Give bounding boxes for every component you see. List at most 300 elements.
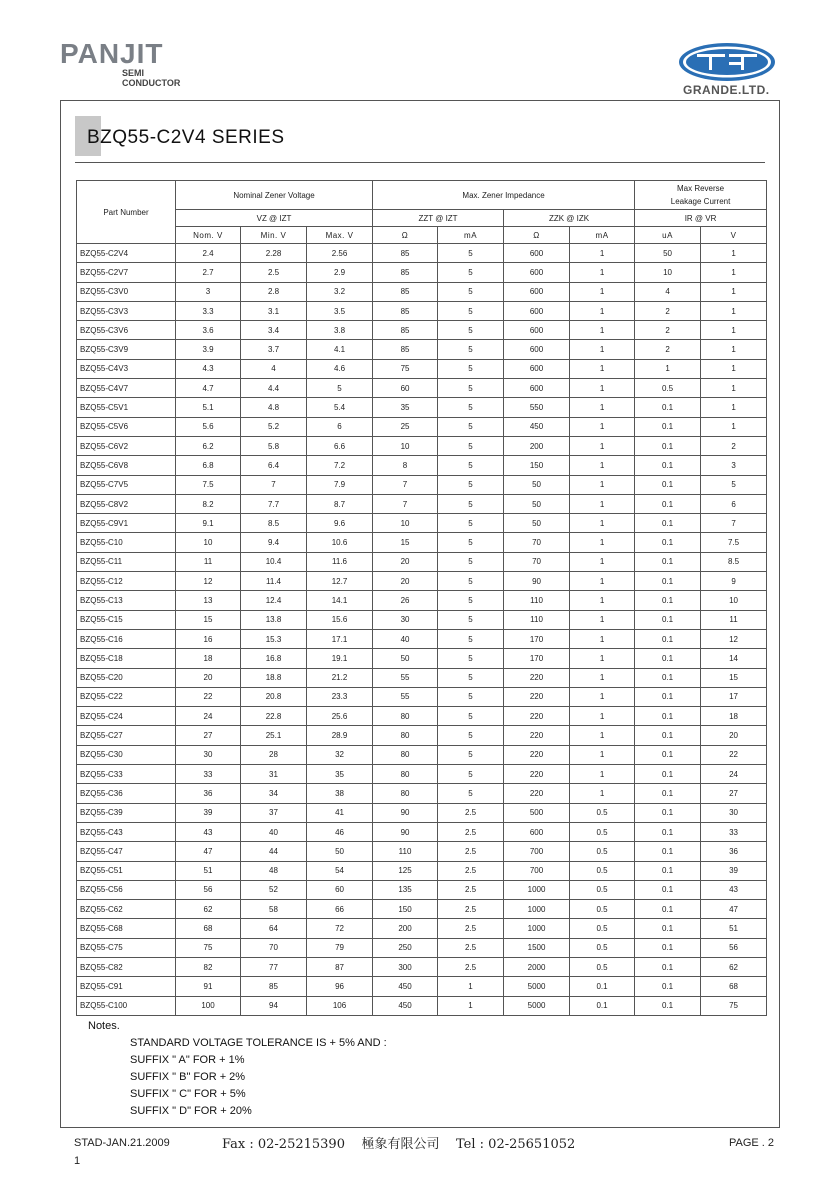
table-cell: 2.28 [241,244,307,263]
table-cell: 12 [176,572,241,591]
unit-header: V [701,227,767,244]
part-number-cell: BZQ55-C24 [77,707,176,726]
table-cell: 44 [241,842,307,861]
table-row [77,398,767,417]
table-cell: 1 [570,610,635,629]
table-row [77,436,767,455]
table-cell: 50 [635,244,701,263]
table-cell: 8.7 [307,494,373,513]
table-cell: 4.4 [241,379,307,398]
table-cell: 0.1 [635,668,701,687]
header-max-zener-impedance: Max. Zener Impedance [373,181,635,210]
brand-sub-conductor: CONDUCTOR [122,78,181,88]
table-cell: 79 [307,938,373,957]
part-number-cell: BZQ55-C11 [77,552,176,571]
table-cell: 10.4 [241,552,307,571]
table-row [77,610,767,629]
table-cell: 5 [438,244,504,263]
table-cell: 70 [241,938,307,957]
table-cell: 36 [176,784,241,803]
table-cell: 25 [373,417,438,436]
table-cell: 85 [373,340,438,359]
table-cell: 200 [373,919,438,938]
table-cell: 0.5 [570,803,635,822]
table-cell: 1 [701,301,767,320]
spec-table [76,180,767,1016]
table-cell: 16 [176,629,241,648]
table-cell: 80 [373,765,438,784]
table-cell: 2.9 [307,263,373,282]
table-row [77,842,767,861]
table-cell: 0.1 [635,745,701,764]
table-row [77,379,767,398]
table-cell: 4 [635,282,701,301]
part-number-cell: BZQ55-C4V3 [77,359,176,378]
table-cell: 3.7 [241,340,307,359]
table-row [77,263,767,282]
table-cell: 96 [307,977,373,996]
table-cell: 3.9 [176,340,241,359]
table-cell: 0.5 [570,957,635,976]
table-row [77,861,767,880]
part-number-cell: BZQ55-C39 [77,803,176,822]
table-cell: 220 [504,707,570,726]
table-row [77,938,767,957]
table-cell: 10 [373,436,438,455]
company-name: GRANDE.LTD. [683,83,770,97]
table-cell: 0.1 [635,572,701,591]
table-cell: 7 [701,514,767,533]
table-cell: 0.1 [635,822,701,841]
table-cell: 10 [701,591,767,610]
table-cell: 15 [701,668,767,687]
table-cell: 15.6 [307,610,373,629]
table-cell: 3.3 [176,301,241,320]
table-cell: 1 [570,745,635,764]
table-cell: 1 [570,707,635,726]
table-cell: 3.8 [307,321,373,340]
table-cell: 0.1 [635,610,701,629]
table-cell: 1 [570,282,635,301]
table-cell: 43 [701,880,767,899]
table-cell: 20 [373,552,438,571]
table-cell: 2.5 [241,263,307,282]
table-cell: 3.6 [176,321,241,340]
table-cell: 70 [504,533,570,552]
table-row [77,359,767,378]
table-row [77,784,767,803]
part-number-cell: BZQ55-C7V5 [77,475,176,494]
table-cell: 0.5 [635,379,701,398]
table-cell: 1 [701,263,767,282]
table-cell: 220 [504,745,570,764]
table-cell: 1 [570,649,635,668]
table-cell: 10 [373,514,438,533]
table-row [77,822,767,841]
part-number-cell: BZQ55-C20 [77,668,176,687]
table-cell: 62 [176,900,241,919]
table-cell: 0.1 [635,765,701,784]
part-number-cell: BZQ55-C6V8 [77,456,176,475]
table-cell: 38 [307,784,373,803]
table-cell: 5 [438,707,504,726]
table-row [77,668,767,687]
table-cell: 10 [176,533,241,552]
table-cell: 0.1 [635,861,701,880]
part-number-cell: BZQ55-C100 [77,996,176,1015]
table-cell: 4.3 [176,359,241,378]
table-cell: 3.2 [307,282,373,301]
table-cell: 220 [504,765,570,784]
table-cell: 30 [176,745,241,764]
table-cell: 5 [307,379,373,398]
table-cell: 0.1 [635,494,701,513]
table-row [77,977,767,996]
table-cell: 3.4 [241,321,307,340]
table-cell: 0.1 [570,977,635,996]
table-cell: 170 [504,629,570,648]
table-cell: 220 [504,687,570,706]
table-cell: 0.1 [635,900,701,919]
table-cell: 5 [438,533,504,552]
table-row [77,282,767,301]
header-max-reverse [635,181,767,210]
table-cell: 0.5 [570,919,635,938]
table-cell: 1 [701,398,767,417]
table-cell: 85 [373,282,438,301]
table-cell: 600 [504,359,570,378]
table-row [77,321,767,340]
table-cell: 0.5 [570,822,635,841]
table-cell: 7 [373,494,438,513]
table-row [77,687,767,706]
unit-header: Nom. V [176,227,241,244]
table-row [77,919,767,938]
table-row [77,340,767,359]
table-cell: 1000 [504,900,570,919]
table-cell: 68 [701,977,767,996]
table-row [77,900,767,919]
table-cell: 170 [504,649,570,668]
table-cell: 43 [176,822,241,841]
table-cell: 1 [701,321,767,340]
table-cell: 2 [635,321,701,340]
table-row [77,301,767,320]
table-cell: 5 [438,552,504,571]
table-cell: 7.5 [176,475,241,494]
panjit-logo [60,38,190,90]
table-cell: 1 [701,340,767,359]
table-cell: 2 [635,340,701,359]
table-cell: 0.1 [635,726,701,745]
table-cell: 1 [635,359,701,378]
table-cell: 150 [504,456,570,475]
table-cell: 13 [176,591,241,610]
table-cell: 5 [438,282,504,301]
table-cell: 36 [701,842,767,861]
table-cell: 25.1 [241,726,307,745]
table-cell: 12.7 [307,572,373,591]
table-cell: 5 [438,610,504,629]
table-cell: 32 [307,745,373,764]
table-cell: 600 [504,301,570,320]
table-cell: 39 [176,803,241,822]
table-cell: 1 [570,263,635,282]
table-cell: 70 [504,552,570,571]
table-cell: 85 [373,244,438,263]
table-cell: 1000 [504,880,570,899]
table-cell: 50 [307,842,373,861]
table-cell: 9.6 [307,514,373,533]
table-cell: 31 [241,765,307,784]
table-cell: 20 [701,726,767,745]
table-cell: 75 [373,359,438,378]
header-ir-vr: IR @ VR [635,210,767,227]
table-cell: 4.6 [307,359,373,378]
table-cell: 91 [176,977,241,996]
table-cell: 40 [373,629,438,648]
table-cell: 6.2 [176,436,241,455]
table-row [77,803,767,822]
table-cell: 51 [176,861,241,880]
table-cell: 0.5 [570,861,635,880]
table-cell: 13.8 [241,610,307,629]
table-cell: 30 [373,610,438,629]
table-cell: 600 [504,321,570,340]
table-cell: 1 [570,533,635,552]
table-cell: 0.1 [635,514,701,533]
table-cell: 8.5 [701,552,767,571]
table-cell: 600 [504,263,570,282]
table-cell: 5 [438,417,504,436]
table-cell: 22 [701,745,767,764]
table-cell: 52 [241,880,307,899]
table-cell: 56 [176,880,241,899]
part-number-cell: BZQ55-C5V1 [77,398,176,417]
table-cell: 0.5 [570,880,635,899]
table-cell: 300 [373,957,438,976]
table-cell: 220 [504,668,570,687]
table-cell: 80 [373,726,438,745]
table-cell: 0.5 [570,938,635,957]
table-cell: 41 [307,803,373,822]
table-cell: 35 [373,398,438,417]
table-cell: 550 [504,398,570,417]
table-cell: 12.4 [241,591,307,610]
table-cell: 39 [701,861,767,880]
table-cell: 7.2 [307,456,373,475]
brand-name [60,38,164,70]
table-cell: 1 [570,629,635,648]
part-number-cell: BZQ55-C6V2 [77,436,176,455]
table-cell: 0.1 [635,957,701,976]
table-cell: 2.5 [438,842,504,861]
part-number-cell: BZQ55-C3V6 [77,321,176,340]
table-cell: 1 [570,591,635,610]
note-line: SUFFIX " A" FOR + 1% [130,1054,245,1066]
part-number-cell: BZQ55-C62 [77,900,176,919]
table-cell: 5000 [504,977,570,996]
table-cell: 1 [570,552,635,571]
table-cell: 5 [438,321,504,340]
part-number-cell: BZQ55-C68 [77,919,176,938]
table-cell: 1 [570,765,635,784]
table-cell: 2.5 [438,938,504,957]
table-cell: 60 [307,880,373,899]
table-cell: 14 [701,649,767,668]
table-cell: 22 [176,687,241,706]
table-cell: 600 [504,282,570,301]
table-cell: 5 [438,456,504,475]
table-cell: 80 [373,784,438,803]
table-row [77,244,767,263]
table-row [77,514,767,533]
table-cell: 0.1 [635,436,701,455]
footer-page-number: 1 [74,1155,81,1167]
table-cell: 1 [570,417,635,436]
table-cell: 0.1 [635,649,701,668]
table-cell: 2.8 [241,282,307,301]
table-cell: 18 [176,649,241,668]
table-cell: 72 [307,919,373,938]
table-cell: 11.6 [307,552,373,571]
table-cell: 5 [438,765,504,784]
table-cell: 14.1 [307,591,373,610]
note-line: SUFFIX " B" FOR + 2% [130,1071,246,1083]
part-number-cell: BZQ55-C5V6 [77,417,176,436]
table-cell: 5 [438,494,504,513]
note-line: SUFFIX " D" FOR + 20% [130,1105,252,1117]
table-row [77,726,767,745]
table-cell: 1 [570,475,635,494]
table-cell: 35 [307,765,373,784]
part-number-cell: BZQ55-C3V0 [77,282,176,301]
part-number-cell: BZQ55-C47 [77,842,176,861]
table-cell: 80 [373,745,438,764]
unit-header: Ω [504,227,570,244]
table-cell: 75 [701,996,767,1015]
table-cell: 0.1 [635,552,701,571]
table-row [77,629,767,648]
table-cell: 51 [701,919,767,938]
table-cell: 10.6 [307,533,373,552]
table-cell: 0.1 [635,417,701,436]
table-cell: 8 [373,456,438,475]
table-cell: 5 [438,514,504,533]
table-cell: 1 [570,572,635,591]
table-cell: 5 [438,436,504,455]
spec-table-body [77,244,767,1016]
part-number-cell: BZQ55-C36 [77,784,176,803]
table-cell: 15.3 [241,629,307,648]
table-cell: 6 [701,494,767,513]
header-vz-iz: VZ @ IZT [176,210,373,227]
table-cell: 0.1 [635,880,701,899]
table-cell: 19.1 [307,649,373,668]
table-row [77,957,767,976]
notes-heading: Notes. [88,1020,120,1032]
table-cell: 0.5 [570,900,635,919]
part-number-cell: BZQ55-C56 [77,880,176,899]
table-row [77,533,767,552]
table-cell: 33 [701,822,767,841]
table-row [77,475,767,494]
title-divider [75,162,765,163]
brand-name-text: PANJIT [60,38,164,69]
table-cell: 11.4 [241,572,307,591]
table-cell: 5 [438,591,504,610]
table-cell: 62 [701,957,767,976]
table-cell: 450 [373,977,438,996]
table-cell: 8.5 [241,514,307,533]
table-cell: 3.5 [307,301,373,320]
table-cell: 1 [701,244,767,263]
table-cell: 1000 [504,919,570,938]
table-cell: 0.1 [635,842,701,861]
table-cell: 50 [504,494,570,513]
table-cell: 220 [504,784,570,803]
table-cell: 5.2 [241,417,307,436]
table-cell: 700 [504,861,570,880]
table-cell: 110 [373,842,438,861]
table-cell: 0.1 [635,456,701,475]
part-number-cell: BZQ55-C3V9 [77,340,176,359]
table-cell: 5 [438,340,504,359]
part-number-cell: BZQ55-C10 [77,533,176,552]
part-number-cell: BZQ55-C18 [77,649,176,668]
table-cell: 11 [701,610,767,629]
part-number-cell: BZQ55-C91 [77,977,176,996]
header-max-reverse-line2: Leakage Current [670,197,731,206]
table-row [77,572,767,591]
table-cell: 1 [570,379,635,398]
table-cell: 85 [373,321,438,340]
table-cell: 11 [176,552,241,571]
table-cell: 56 [701,938,767,957]
table-cell: 0.1 [635,687,701,706]
table-cell: 50 [373,649,438,668]
table-cell: 100 [176,996,241,1015]
footer-doc-code: STAD-JAN.21.2009 [74,1137,170,1149]
table-cell: 0.1 [570,996,635,1015]
table-cell: 90 [373,803,438,822]
table-cell: 12 [701,629,767,648]
table-cell: 500 [504,803,570,822]
unit-header: Min. V [241,227,307,244]
table-cell: 0.1 [635,919,701,938]
table-cell: 7.9 [307,475,373,494]
table-cell: 5 [438,687,504,706]
table-cell: 27 [176,726,241,745]
table-cell: 64 [241,919,307,938]
table-cell: 0.1 [635,475,701,494]
table-cell: 40 [241,822,307,841]
table-row [77,765,767,784]
table-cell: 5.8 [241,436,307,455]
part-number-cell: BZQ55-C9V1 [77,514,176,533]
table-cell: 1 [438,996,504,1015]
table-cell: 1 [570,359,635,378]
table-cell: 8.2 [176,494,241,513]
table-cell: 6.6 [307,436,373,455]
table-row [77,649,767,668]
part-number-cell: BZQ55-C51 [77,861,176,880]
table-cell: 1 [570,514,635,533]
table-cell: 21.2 [307,668,373,687]
table-cell: 2.4 [176,244,241,263]
part-number-cell: BZQ55-C2V4 [77,244,176,263]
part-number-cell: BZQ55-C33 [77,765,176,784]
